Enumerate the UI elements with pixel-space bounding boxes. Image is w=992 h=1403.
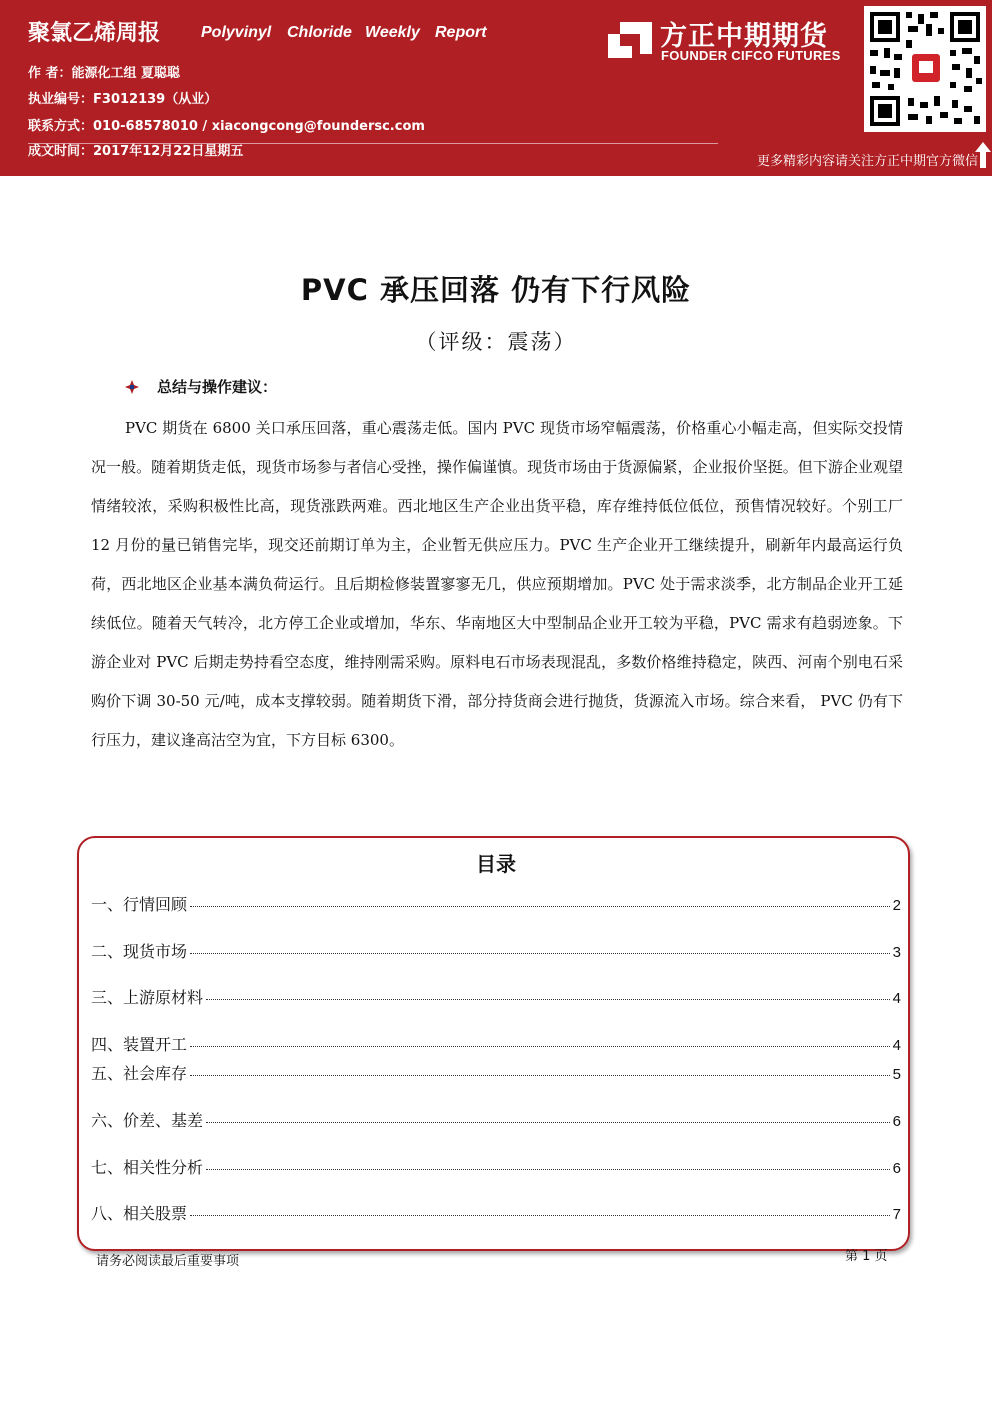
toc-item[interactable] xyxy=(91,1155,901,1178)
toc-item[interactable] xyxy=(91,1032,901,1055)
toc-leader xyxy=(190,953,890,954)
toc-item-page: 3 xyxy=(892,944,901,961)
toc-item[interactable] xyxy=(91,1061,901,1084)
contact-label: 联系方式： xyxy=(28,119,94,134)
toc-item-label: 一、行情回顾 xyxy=(91,895,188,914)
brand-name-cn: 方正中期期货 xyxy=(660,21,828,52)
toc-item-label: 七、相关性分析 xyxy=(91,1158,204,1177)
toc-item-page: 5 xyxy=(892,1066,901,1083)
report-rating: （评级：震荡） xyxy=(415,330,577,354)
bullet-marker-icon xyxy=(125,380,139,394)
toc-leader xyxy=(190,1215,890,1216)
toc-item-page: 7 xyxy=(892,1206,901,1223)
toc-item-page: 2 xyxy=(892,897,901,914)
title-en-word: Report xyxy=(435,24,487,41)
footer-page-number: 第 1 页 xyxy=(845,1249,888,1264)
toc-item-page: 6 xyxy=(892,1113,901,1130)
toc-leader xyxy=(190,906,890,907)
arrow-up-icon xyxy=(974,140,992,170)
title-en-word: Polyvinyl xyxy=(201,24,272,41)
contact-value[interactable]: 010-68578010 / xiacongcong@foundersc.com xyxy=(93,119,425,134)
toc-item-label: 二、现货市场 xyxy=(91,942,188,961)
toc-item-page: 4 xyxy=(892,1037,901,1054)
summary-heading xyxy=(125,376,277,397)
toc-item-label: 八、相关股票 xyxy=(91,1204,188,1223)
author-line xyxy=(28,62,180,81)
footer-notice: 请务必阅读最后重要事项 xyxy=(96,1254,240,1269)
toc-leader xyxy=(206,999,890,1000)
contact-line xyxy=(28,115,425,134)
toc-item-page: 4 xyxy=(892,990,901,1007)
toc-item-label: 四、装置开工 xyxy=(91,1035,188,1054)
summary-paragraph: PVC 期货在 6800 关口承压回落，重心震荡走低。国内 PVC 现货市场窄幅震荡，价格重心小幅走高，但实际交投情况一般。随着期货走低，现货市场参与者信心受挫，操作偏谨慎。现货市场由于货源偏紧，企业报价坚挺。但下游企业观望情绪较浓，采购积极性比高，现货涨跌两难。西北地区生产企业出货平稳，库存维持低位低位，预售情况较好。个别工厂 12 月份的量已销售完毕，现交还前期订单为主，企业暂无供应压力。PVC 生产企业开工继续提升，刷新年内最高运行负荷，西北地区企业基本满负荷运行。且后期检修装置寥寥无几，供应预期增加。PVC 处于需求淡季，北方制品企业开工延续低位。随着天气转冷，北方停工企业或增加，华东、华南地区大中型制品企业开工较为平稳，PVC 需求有趋弱迹象。下游企业对 PVC 后期走势持看空态度，维持刚需采购。原料电石市场表现混乱，多数价格维持稳定，陕西、河南个别电石采购价下调 30-50 元/吨，成本支撑较弱。随着期货下滑，部分持货商会进行抛货，货源流入市场。综合来看， PVC 仍有下行压力，建议逢高沽空为宜，下方目标 6300。 xyxy=(91,419,903,749)
toc-item-label: 五、社会库存 xyxy=(91,1064,188,1083)
toc-leader xyxy=(190,1075,890,1076)
report-series-title: 聚氯乙烯周报 xyxy=(28,21,161,46)
qr-code-icon[interactable] xyxy=(864,6,986,132)
report-title: PVC 承压回落 仍有下行风险 xyxy=(300,273,692,307)
title-en-word: Chloride xyxy=(287,24,352,41)
toc-item[interactable] xyxy=(91,892,901,915)
summary-heading-text: 总结与操作建议： xyxy=(157,378,278,396)
toc-leader xyxy=(206,1122,890,1123)
toc-item[interactable] xyxy=(91,985,901,1008)
founder-logo-icon xyxy=(606,20,654,60)
toc-leader xyxy=(206,1169,890,1170)
title-en-word: Weekly xyxy=(365,24,420,41)
date-value: 2017年12月22日星期五 xyxy=(93,144,244,159)
license-label: 执业编号： xyxy=(28,92,94,107)
toc-leader xyxy=(190,1046,890,1047)
toc-item[interactable] xyxy=(91,939,901,962)
toc-item[interactable] xyxy=(91,1108,901,1131)
toc-item-label: 六、价差、基差 xyxy=(91,1111,204,1130)
date-line xyxy=(28,140,243,159)
report-header xyxy=(0,0,992,176)
toc-item-page: 6 xyxy=(892,1160,901,1177)
author-label: 作 者： xyxy=(28,66,72,81)
brand-name-en: FOUNDER CIFCO FUTURES xyxy=(661,48,841,63)
summary-body xyxy=(91,409,903,760)
date-label: 成文时间： xyxy=(28,144,94,159)
license-line xyxy=(28,88,217,107)
license-value: F3012139（从业） xyxy=(93,92,218,107)
toc-item-label: 三、上游原材料 xyxy=(91,988,204,1007)
follow-wechat-text: 更多精彩内容请关注方正中期官方微信 xyxy=(756,154,978,169)
toc-title: 目录 xyxy=(476,852,516,876)
author-value: 能源化工组 夏聪聪 xyxy=(71,66,181,81)
toc-item[interactable] xyxy=(91,1201,901,1224)
